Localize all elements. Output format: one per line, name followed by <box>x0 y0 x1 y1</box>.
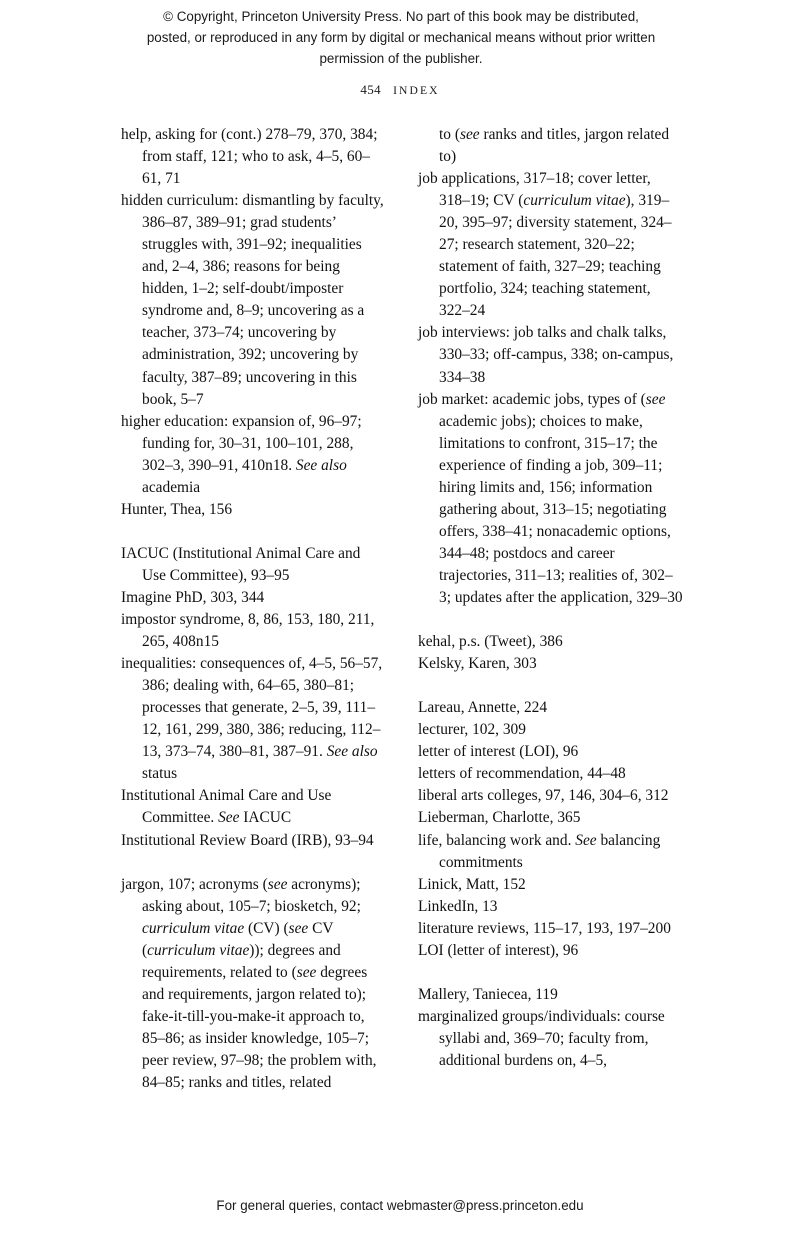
entry-text: acronyms); asking about, 105–7; biosketch, 92; <box>142 875 361 915</box>
index-letter-gap <box>418 675 683 697</box>
index-entry-jargon <box>121 874 386 1094</box>
entry-text: academia <box>142 478 201 496</box>
entry-text: jargon, 107; acronyms ( <box>121 875 268 893</box>
index-column-right <box>418 124 683 1072</box>
index-entry-loi: LOI (letter of interest), 96 <box>418 941 579 959</box>
cross-reference-italic: see <box>645 390 666 408</box>
entry-text: ), 319–20, 395–97; diversity statement, 324–27; research statement, 320–22; statement of faith, 327–29; teaching portfolio, 324; teaching statement, 322–24 <box>439 192 672 320</box>
entry-text: status <box>142 765 178 783</box>
cross-reference-italic: curriculum vitae <box>147 941 250 959</box>
cross-reference-italic: curriculum vitae <box>142 919 245 937</box>
entry-text: IACUC <box>239 809 292 827</box>
index-entry-institutional-review-board: Institutional Review Board (IRB), 93–94 <box>121 831 374 849</box>
index-entry-job-applications <box>418 168 683 322</box>
entry-text: higher education: expansion of, 96–97; funding for, 30–31, 100–101, 288, 302–3, 390–91, 410n18. <box>121 412 362 474</box>
index-entry-higher-education <box>121 411 386 499</box>
index-entry-linkedin: LinkedIn, 13 <box>418 897 498 915</box>
index-entry-jargon-runover <box>418 124 683 168</box>
running-head <box>0 82 800 98</box>
index-entry-impostor-syndrome: impostor syndrome, 8, 86, 153, 180, 211, 265, 408n15 <box>121 611 375 651</box>
entry-text: degrees and requirements, jargon related to); fake-it-till-you-make-it approach to, 85–86; as insider knowledge, 105–7; peer review, 97–98; the problem with, 84–85; ranks and titles, related <box>142 963 377 1092</box>
entry-text: CV ( <box>142 919 334 959</box>
copyright-notice: © Copyright, Princeton University Press. No part of this book may be distributed, posted, or reproduced in any form by digital or mechanical means without prior written permission of the publisher. <box>146 9 656 66</box>
index-letter-gap <box>121 521 386 543</box>
index-entry-job-interviews: job interviews: job talks and chalk talks, 330–33; off-campus, 338; on-campus, 334–38 <box>418 324 674 386</box>
entry-text: Institutional Animal Care and Use Committee. <box>121 787 332 827</box>
page-folio: 454 <box>360 82 382 97</box>
index-entry-institutional-animal-care <box>121 785 386 829</box>
entry-text: job market: academic jobs, types of ( <box>418 390 646 408</box>
cross-reference-italic: see <box>288 919 309 937</box>
index-entry-liberal-arts-colleges: liberal arts colleges, 97, 146, 304–6, 312 <box>418 787 669 805</box>
index-letter-gap <box>418 609 683 631</box>
entry-text: job applications, 317–18; cover letter, 318–19; CV ( <box>418 170 651 210</box>
index-entry-hidden-curriculum: hidden curriculum: dismantling by faculty, 386–87, 389–91; grad students’ struggles with, 391–92; inequalities and, 2–4, 386; reasons for being hidden, 1–2; self-doubt/imposter syndrome and, 8–9; uncovering as a teacher, 373–74; uncovering by administration, 392; uncovering by faculty, 387–89; uncovering in this book, 5–7 <box>121 192 384 408</box>
page-footer: For general queries, contact webmaster@press.princeton.edu <box>216 1198 584 1213</box>
entry-text: balancing commitments <box>439 831 661 871</box>
index-entry-help-asking-for-cont: help, asking for (cont.) 278–79, 370, 384; from staff, 121; who to ask, 4–5, 60–61, 71 <box>121 126 378 188</box>
index-entry-iacuc: IACUC (Institutional Animal Care and Use Committee), 93–95 <box>121 544 361 584</box>
index-entry-marginalized-groups: marginalized groups/individuals: course syllabi and, 369–70; faculty from, additional burdens on, 4–5, <box>418 1007 665 1069</box>
cross-reference-italic: See <box>218 809 240 827</box>
cross-reference-italic: see <box>296 963 317 981</box>
cross-reference-italic: see <box>267 875 288 893</box>
index-entry-lecturer: lecturer, 102, 309 <box>418 721 526 739</box>
cross-reference-italic: See also <box>295 456 347 474</box>
index-entry-literature-reviews: literature reviews, 115–17, 193, 197–200 <box>418 919 671 937</box>
index-column-left <box>121 124 386 1094</box>
entry-text: inequalities: consequences of, 4–5, 56–57, 386; dealing with, 64–65, 380–81; processes that generate, 2–5, 39, 111–12, 161, 299, 380, 386; reducing, 112–13, 373–74, 380–81, 387–91. <box>121 655 383 761</box>
index-letter-gap <box>418 962 683 984</box>
cross-reference-italic: See also <box>326 743 378 761</box>
index-entry-job-market <box>418 389 683 609</box>
entry-text: )); degrees and requirements, related to ( <box>142 941 341 981</box>
index-entry-life-balancing-work <box>418 830 683 874</box>
index-entry-lareau-annette: Lareau, Annette, 224 <box>418 699 548 717</box>
running-head-title: INDEX <box>393 84 440 97</box>
entry-text: ranks and titles, jargon related to) <box>439 126 670 166</box>
entry-text: academic jobs); choices to make, limitations to confront, 315–17; the experience of finding a job, 309–11; hiring limits and, 156; information gathering about, 313–15; negotiating offers, 338–41; nonacademic options, 344–48; postdocs and career trajectories, 311–13; realities of, 302–3; updates after the application, 329–30 <box>439 412 683 606</box>
entry-text: to ( <box>439 126 460 143</box>
index-body <box>121 124 681 1134</box>
index-entry-mallery-taniecea: Mallery, Taniecea, 119 <box>418 985 558 1003</box>
index-entry-kehal-ps: kehal, p.s. (Tweet), 386 <box>418 633 563 651</box>
index-entry-hunter-thea: Hunter, Thea, 156 <box>121 500 233 518</box>
cross-reference-italic: see <box>459 126 480 143</box>
entry-text: life, balancing work and. <box>418 831 576 849</box>
index-letter-gap <box>121 852 386 874</box>
index-entry-lieberman-charlotte: Lieberman, Charlotte, 365 <box>418 809 581 827</box>
index-entry-kelsky-karen: Kelsky, Karen, 303 <box>418 655 537 673</box>
index-entry-imagine-phd: Imagine PhD, 303, 344 <box>121 588 265 606</box>
cross-reference-italic: curriculum vitae <box>523 192 626 210</box>
index-entry-linick-matt: Linick, Matt, 152 <box>418 875 526 893</box>
index-entry-inequalities <box>121 653 386 785</box>
cross-reference-italic: See <box>575 831 597 849</box>
index-entry-letters-of-recommendation: letters of recommendation, 44–48 <box>418 765 626 783</box>
entry-text: (CV) ( <box>244 919 289 937</box>
index-entry-letter-of-interest: letter of interest (LOI), 96 <box>418 743 579 761</box>
